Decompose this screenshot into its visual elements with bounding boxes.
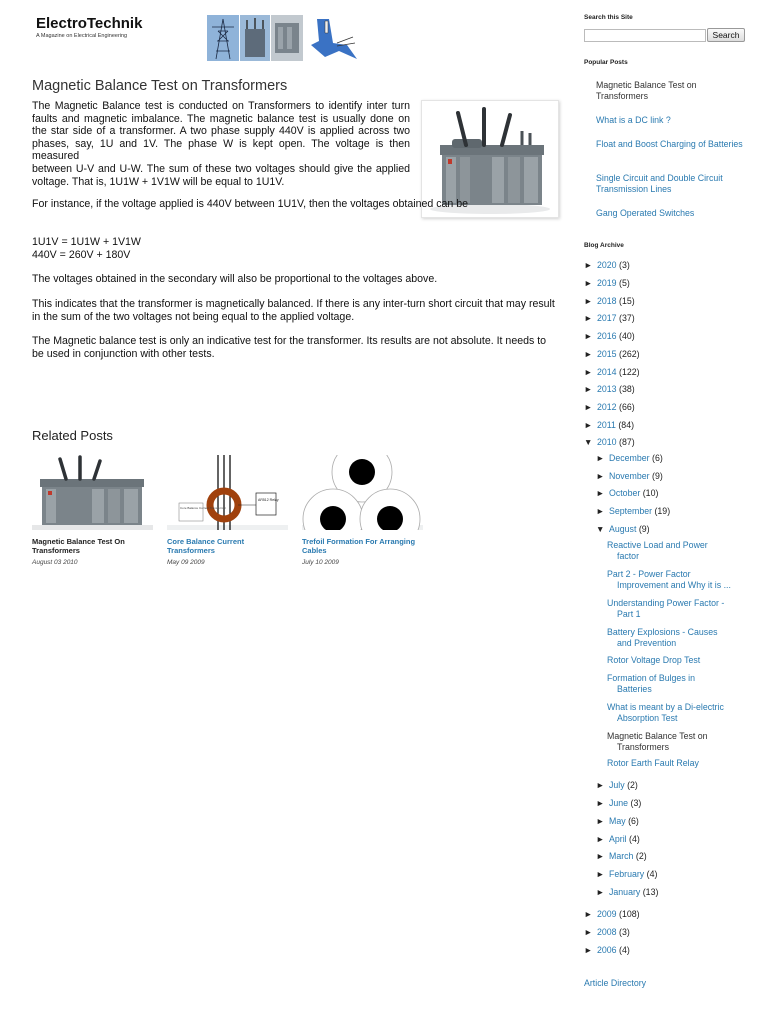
archive-count: (38) <box>616 384 635 394</box>
archive-count: (6) <box>625 816 639 826</box>
archive-link[interactable]: 2013 <box>597 384 617 394</box>
archive-year-2020[interactable] <box>584 260 630 271</box>
related-post-date-3: July 10 2009 <box>302 559 339 566</box>
archive-month-january[interactable] <box>596 887 658 898</box>
related-post-title-2[interactable]: Core Balance Current Transformers <box>167 537 245 555</box>
search-button[interactable]: Search <box>707 28 745 42</box>
archive-count: (108) <box>616 909 640 919</box>
archive-post-item[interactable] <box>607 569 747 590</box>
archive-count: (37) <box>616 313 635 323</box>
post-paragraph-3: The voltages obtained in the secondary will also be proportional to the voltages above. <box>32 273 438 285</box>
archive-count: (9) <box>649 471 663 481</box>
archive-month-june[interactable] <box>596 798 641 809</box>
archive-link[interactable]: September <box>609 506 653 516</box>
archive-count: (5) <box>616 278 630 288</box>
expand-down-triangle-icon[interactable]: ▼ <box>584 437 593 447</box>
archive-count: (4) <box>626 834 640 844</box>
header-banner-image <box>207 15 359 61</box>
archive-link[interactable]: November <box>609 471 650 481</box>
post-equation-1: 1U1V = 1U1W + 1V1W <box>32 236 141 248</box>
collapse-right-triangle-icon[interactable]: ► <box>584 384 593 394</box>
archive-year-2009[interactable] <box>584 909 640 920</box>
related-posts-heading: Related Posts <box>32 428 113 443</box>
archive-month-august[interactable] <box>596 524 650 535</box>
archive-month-may[interactable] <box>596 816 639 827</box>
post-equation-2: 440V = 260V + 180V <box>32 249 131 261</box>
popular-post-1[interactable]: Magnetic Balance Test on Transformers <box>596 80 697 101</box>
archive-count: (4) <box>644 869 658 879</box>
archive-link[interactable]: October <box>609 488 641 498</box>
archive-post-title-line2: factor <box>617 550 640 561</box>
article-directory-link[interactable]: Article Directory <box>584 978 647 988</box>
related-post-title-3[interactable]: Trefoil Formation For Arranging Cables <box>302 537 416 555</box>
archive-month-march[interactable] <box>596 851 647 862</box>
archive-count: (84) <box>615 420 635 430</box>
archive-link[interactable]: July <box>609 780 625 790</box>
related-thumb-trefoil[interactable] <box>302 455 423 530</box>
collapse-right-triangle-icon[interactable]: ► <box>584 367 593 377</box>
archive-month-february[interactable] <box>596 869 657 880</box>
archive-link[interactable]: August <box>609 524 637 534</box>
search-input[interactable] <box>584 29 706 42</box>
collapse-right-triangle-icon[interactable]: ► <box>596 869 605 879</box>
collapse-right-triangle-icon[interactable]: ► <box>596 453 605 463</box>
archive-count: (66) <box>616 402 635 412</box>
archive-link[interactable]: April <box>609 834 627 844</box>
archive-post-title-line1: Magnetic Balance Test on <box>607 731 708 741</box>
collapse-right-triangle-icon[interactable]: ► <box>596 506 605 516</box>
archive-link[interactable]: 2017 <box>597 313 617 323</box>
archive-year-2011[interactable] <box>584 420 634 431</box>
collapse-right-triangle-icon[interactable]: ► <box>596 816 605 826</box>
related-post-date-1: August 03 2010 <box>32 559 78 566</box>
archive-count: (262) <box>616 349 640 359</box>
archive-post-item[interactable] <box>607 627 747 648</box>
archive-year-2017[interactable] <box>584 313 635 324</box>
archive-count: (2) <box>624 780 638 790</box>
archive-year-2015[interactable] <box>584 349 640 360</box>
archive-count: (10) <box>640 488 659 498</box>
archive-count: (2) <box>633 851 647 861</box>
archive-post-title-line2: Absorption Test <box>617 712 678 723</box>
ct-note-label: Core Balance Current Transformer <box>180 506 227 510</box>
popular-post-3[interactable]: Float and Boost Charging of Batteries <box>596 139 743 149</box>
related-thumb-transformer[interactable] <box>32 455 153 530</box>
archive-post-item[interactable] <box>607 731 747 752</box>
archive-link[interactable]: 2009 <box>597 909 617 919</box>
archive-link[interactable]: June <box>609 798 629 808</box>
archive-link[interactable]: December <box>609 453 650 463</box>
archive-post-item[interactable] <box>607 540 747 561</box>
archive-count: (19) <box>652 506 671 516</box>
collapse-right-triangle-icon[interactable]: ► <box>596 780 605 790</box>
post-paragraph-5: The Magnetic balance test is only an indicative test for the transformer. Its results are not absolute. It needs to be used in conjunction with other tests. <box>32 335 547 360</box>
archive-year-2008[interactable] <box>584 927 630 938</box>
archive-count: (3) <box>628 798 642 808</box>
archive-year-2016[interactable] <box>584 331 635 342</box>
collapse-right-triangle-icon[interactable]: ► <box>584 909 593 919</box>
collapse-right-triangle-icon[interactable]: ► <box>596 887 605 897</box>
archive-link[interactable]: 2011 <box>597 420 616 430</box>
popular-post-5[interactable]: Gang Operated Switches <box>596 208 695 218</box>
archive-month-october[interactable] <box>596 488 658 499</box>
archive-post-title-line1: Understanding Power Factor - <box>607 598 725 608</box>
archive-year-2006[interactable] <box>584 945 630 956</box>
archive-year-2013[interactable] <box>584 384 635 395</box>
archive-count: (9) <box>636 524 650 534</box>
archive-link[interactable]: 2014 <box>597 367 617 377</box>
archive-count: (40) <box>616 331 635 341</box>
archive-count: (4) <box>616 945 630 955</box>
archive-link[interactable]: 2008 <box>597 927 617 937</box>
archive-link[interactable]: 2012 <box>597 402 617 412</box>
archive-count: (15) <box>616 296 635 306</box>
post-paragraph-1-part-a: The Magnetic Balance test is conducted on Transformers to identify inter turn faults and magnetic imbalance. The magnetic balance test is usually done on the star side of a transformer. A two phase supply 440V is applied across two phases, say, 1U and 1V. The phase W is kept open. The voltage is then measured <box>32 100 410 163</box>
archive-post-title-line1: Formation of Bulges in <box>607 673 696 683</box>
archive-year-2010[interactable] <box>584 437 635 448</box>
archive-link[interactable]: 2016 <box>597 331 617 341</box>
post-paragraph-1 <box>32 100 410 188</box>
post-paragraph-2: For instance, if the voltage applied is 440V between 1U1V, then the voltages obtained can be <box>32 198 469 210</box>
archive-month-november[interactable] <box>596 471 663 482</box>
archive-post-title-line1: Rotor Earth Fault Relay <box>607 758 699 768</box>
archive-post-item[interactable] <box>607 598 747 619</box>
collapse-right-triangle-icon[interactable]: ► <box>584 313 593 323</box>
archive-post-title-line2: Batteries <box>617 683 652 694</box>
post-title: Magnetic Balance Test on Transformers <box>32 78 288 94</box>
collapse-right-triangle-icon[interactable]: ► <box>596 471 605 481</box>
archive-post-item[interactable] <box>607 702 747 723</box>
archive-link[interactable]: February <box>609 869 645 879</box>
collapse-right-triangle-icon[interactable]: ► <box>584 331 593 341</box>
archive-year-2012[interactable] <box>584 402 635 413</box>
collapse-right-triangle-icon[interactable]: ► <box>584 278 593 288</box>
archive-link[interactable]: March <box>609 851 634 861</box>
collapse-right-triangle-icon[interactable]: ► <box>596 798 605 808</box>
archive-post-item[interactable] <box>607 758 747 769</box>
collapse-right-triangle-icon[interactable]: ► <box>584 349 593 359</box>
popular-posts-heading: Popular Posts <box>584 59 628 66</box>
archive-link[interactable]: 2006 <box>597 945 617 955</box>
archive-link[interactable]: 2018 <box>597 296 617 306</box>
archive-count: (3) <box>616 260 630 270</box>
collapse-right-triangle-icon[interactable]: ► <box>596 851 605 861</box>
archive-link[interactable]: 2019 <box>597 278 617 288</box>
archive-link[interactable]: 2020 <box>597 260 617 270</box>
search-heading: Search this Site <box>584 14 633 21</box>
collapse-right-triangle-icon[interactable]: ► <box>596 834 605 844</box>
site-title[interactable]: ElectroTechnik <box>36 15 143 32</box>
archive-post-title-line2: Improvement and Why it is ... <box>617 579 731 590</box>
archive-count: (87) <box>616 437 635 447</box>
related-post-date-2: May 09 2009 <box>167 559 205 566</box>
archive-count: (13) <box>640 887 659 897</box>
archive-post-title-line2: and Prevention <box>617 637 677 648</box>
expand-down-triangle-icon[interactable]: ▼ <box>596 524 605 534</box>
archive-year-2018[interactable] <box>584 296 635 307</box>
archive-post-title-line1: What is meant by a Di-electric <box>607 702 724 712</box>
archive-post-title-line1: Battery Explosions - Causes <box>607 627 718 637</box>
archive-post-item[interactable] <box>607 655 747 666</box>
collapse-right-triangle-icon[interactable]: ► <box>584 296 593 306</box>
archive-post-title-line1: Reactive Load and Power <box>607 540 708 550</box>
archive-year-2014[interactable] <box>584 367 640 378</box>
archive-post-title-line2: Part 1 <box>617 608 641 619</box>
archive-link[interactable]: 2010 <box>597 437 617 447</box>
archive-count: (3) <box>616 927 630 937</box>
archive-post-title-line1: Part 2 - Power Factor <box>607 569 691 579</box>
archive-link[interactable]: January <box>609 887 641 897</box>
archive-year-2019[interactable] <box>584 278 630 289</box>
blog-archive-heading: Blog Archive <box>584 242 624 249</box>
post-paragraph-4: This indicates that the transformer is magnetically balanced. If there is any inter-turn short circuit that may result in the sum of the two voltages not being equal to the applied voltage. <box>32 298 555 323</box>
archive-month-december[interactable] <box>596 453 663 464</box>
post-paragraph-1-part-b: between U-V and U-W. The sum of these two voltages should give the applied voltage. That is, 1U1W + 1V1W will be equal to 1U1V. <box>32 162 410 188</box>
archive-link[interactable]: May <box>609 816 626 826</box>
collapse-right-triangle-icon[interactable]: ► <box>584 260 593 270</box>
archive-post-title-line2: Transformers <box>617 741 669 752</box>
collapse-right-triangle-icon[interactable]: ► <box>584 927 593 937</box>
archive-count: (122) <box>616 367 640 377</box>
archive-count: (6) <box>649 453 663 463</box>
archive-post-item[interactable] <box>607 673 747 694</box>
collapse-right-triangle-icon[interactable]: ► <box>596 488 605 498</box>
collapse-right-triangle-icon[interactable]: ► <box>584 420 593 430</box>
archive-month-july[interactable] <box>596 780 638 791</box>
archive-link[interactable]: 2015 <box>597 349 617 359</box>
collapse-right-triangle-icon[interactable]: ► <box>584 945 593 955</box>
archive-month-september[interactable] <box>596 506 670 517</box>
archive-post-title-line1: Rotor Voltage Drop Test <box>607 655 701 665</box>
popular-post-2[interactable]: What is a DC link ? <box>596 115 671 125</box>
archive-month-april[interactable] <box>596 834 640 845</box>
ct-relay-label: AR512 Relay <box>258 498 279 502</box>
related-thumb-core-balance-ct[interactable] <box>167 455 288 530</box>
site-description: A Magazine on Electrical Engineering <box>36 33 128 39</box>
collapse-right-triangle-icon[interactable]: ► <box>584 402 593 412</box>
popular-post-4[interactable]: Single Circuit and Double Circuit Transmission Lines <box>596 173 723 194</box>
related-post-title-1[interactable]: Magnetic Balance Test On Transformers <box>32 537 125 555</box>
